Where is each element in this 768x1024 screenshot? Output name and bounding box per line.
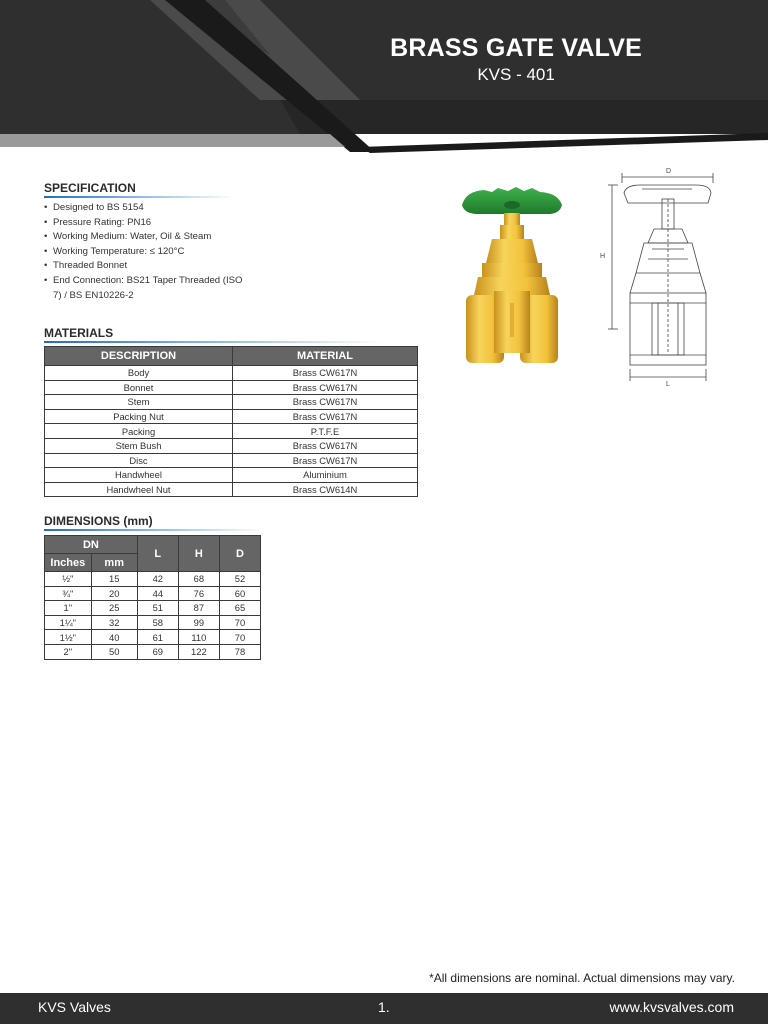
table-cell: 99: [178, 615, 219, 630]
table-row: [45, 453, 418, 468]
column-header-material: MATERIAL: [233, 347, 418, 366]
table-cell: 51: [137, 601, 178, 616]
table-cell: 32: [91, 615, 137, 630]
column-header-d: D: [219, 536, 260, 572]
table-cell: 60: [219, 586, 260, 601]
page-title: BRASS GATE VALVE: [390, 34, 642, 62]
table-cell: 15: [91, 572, 137, 587]
table-cell: Bonnet: [45, 380, 233, 395]
table-row: [45, 482, 418, 497]
gate-valve-technical-drawing: [596, 163, 721, 388]
table-row: [45, 424, 418, 439]
table-cell: 69: [137, 644, 178, 659]
table-cell: Body: [45, 366, 233, 381]
table-row: [45, 572, 261, 587]
column-header-description: DESCRIPTION: [45, 347, 233, 366]
table-row: [45, 409, 418, 424]
table-cell: Handwheel Nut: [45, 482, 233, 497]
table-row: [45, 438, 418, 453]
table-cell: 42: [137, 572, 178, 587]
table-cell: 1": [45, 601, 92, 616]
footer-bar: [0, 993, 768, 1024]
table-cell: P.T.F.E: [233, 424, 418, 439]
materials-table: [44, 346, 418, 497]
table-row: [45, 601, 261, 616]
table-cell: 20: [91, 586, 137, 601]
column-header-dn: DN: [45, 536, 138, 554]
column-header-l: L: [137, 536, 178, 572]
specification-heading: SPECIFICATION: [44, 181, 136, 195]
spec-item: • End Connection: BS21 Taper Threaded (ISO 7) / BS EN10226-2: [44, 274, 253, 303]
table-cell: 65: [219, 601, 260, 616]
spec-item: • Pressure Rating: PN16: [44, 216, 324, 231]
drawing-label-h: H: [600, 253, 606, 260]
materials-rule: [44, 341, 384, 343]
table-cell: 70: [219, 615, 260, 630]
column-header-h: H: [178, 536, 219, 572]
table-cell: 52: [219, 572, 260, 587]
table-cell: 76: [178, 586, 219, 601]
footer-company: KVS Valves: [38, 999, 111, 1015]
table-cell: 122: [178, 644, 219, 659]
table-cell: Packing Nut: [45, 409, 233, 424]
table-row: [45, 395, 418, 410]
table-cell: Brass CW617N: [233, 380, 418, 395]
drawing-label-l: L: [666, 381, 670, 388]
footer-page-number: 1.: [378, 999, 390, 1015]
table-cell: 87: [178, 601, 219, 616]
table-row: [45, 468, 418, 483]
spec-item: • Working Temperature: ≤ 120°C: [44, 245, 324, 260]
table-cell: Stem Bush: [45, 438, 233, 453]
table-cell: Aluminium: [233, 468, 418, 483]
header-banner: [0, 0, 768, 160]
table-cell: Brass CW617N: [233, 395, 418, 410]
table-cell: Handwheel: [45, 468, 233, 483]
table-row: [45, 615, 261, 630]
table-row: [45, 630, 261, 645]
materials-heading: MATERIALS: [44, 326, 114, 340]
gate-valve-product-image: [458, 183, 568, 373]
model-number: KVS - 401: [477, 65, 555, 84]
table-cell: Packing: [45, 424, 233, 439]
table-row: [45, 586, 261, 601]
table-cell: Disc: [45, 453, 233, 468]
table-cell: 70: [219, 630, 260, 645]
table-cell: Brass CW617N: [233, 409, 418, 424]
table-cell: 44: [137, 586, 178, 601]
title-block: [390, 34, 642, 85]
column-header-mm: mm: [91, 554, 137, 572]
spec-item: • Threaded Bonnet: [44, 259, 324, 274]
table-cell: 110: [178, 630, 219, 645]
table-cell: Stem: [45, 395, 233, 410]
spec-item: • Designed to BS 5154: [44, 201, 324, 216]
table-cell: ½": [45, 572, 92, 587]
table-cell: 25: [91, 601, 137, 616]
table-cell: 78: [219, 644, 260, 659]
table-cell: 2": [45, 644, 92, 659]
table-cell: ¾": [45, 586, 92, 601]
table-cell: 50: [91, 644, 137, 659]
table-cell: Brass CW617N: [233, 366, 418, 381]
table-cell: 1½": [45, 630, 92, 645]
disclaimer-note: *All dimensions are nominal. Actual dimensions may vary.: [429, 971, 735, 985]
specification-rule: [44, 196, 234, 198]
footer-website-link[interactable]: www.kvsvalves.com: [609, 999, 734, 1015]
table-row: [45, 380, 418, 395]
table-cell: 1¼": [45, 615, 92, 630]
specification-list: [44, 201, 324, 303]
table-cell: 68: [178, 572, 219, 587]
table-row: [45, 366, 418, 381]
table-cell: 61: [137, 630, 178, 645]
dimensions-table: [44, 535, 261, 660]
table-cell: 40: [91, 630, 137, 645]
table-header-row: [45, 536, 261, 554]
table-cell: 58: [137, 615, 178, 630]
dimensions-heading: DIMENSIONS (mm): [44, 514, 153, 528]
column-header-inches: Inches: [45, 554, 92, 572]
table-cell: Brass CW614N: [233, 482, 418, 497]
table-row: [45, 644, 261, 659]
table-cell: Brass CW617N: [233, 453, 418, 468]
header-graphic: [0, 0, 768, 160]
spec-item: • Working Medium: Water, Oil & Steam: [44, 230, 324, 245]
table-header-row: [45, 347, 418, 366]
dimensions-rule: [44, 529, 264, 531]
table-cell: Brass CW617N: [233, 438, 418, 453]
drawing-label-d: D: [666, 168, 672, 175]
